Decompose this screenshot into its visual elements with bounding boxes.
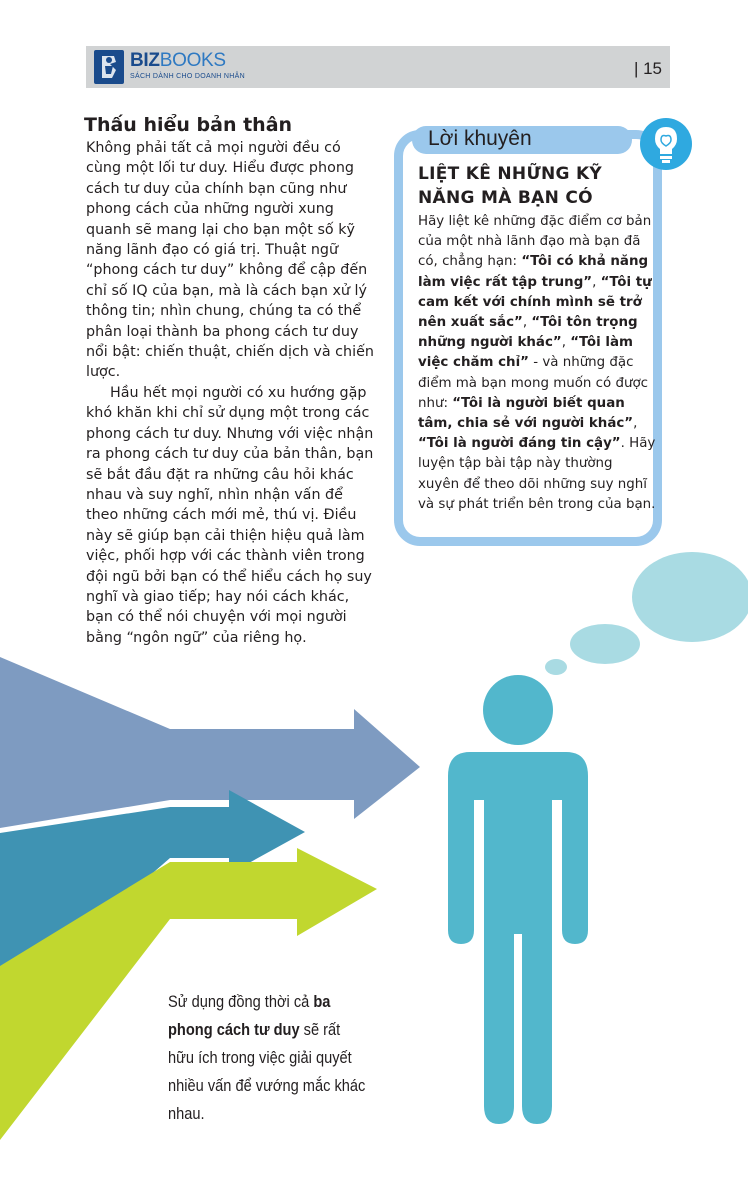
body-paragraph-2: Hầu hết mọi người có xu hướng gặp khó khăn khi chỉ sử dụng một trong các phong cách tư duy. Nhưng với việc nhận ra phong cách tư duy của bản thân, bạn sẽ bắt đầu đặt ra những câu hỏi khác nhau và suy nghĩ, nhìn nhận vấn để theo những cách mới mẻ, thú vị. Điều này sẽ giúp bạn cải thiện hiệu quả làm việc, phối hợp với các thành viên trong đội ngũ bởi bạn có thể hiểu cách họ suy nghĩ và giao tiếp; hay nói cách khác, bạn có thể nói chuyện với mọi người bằng “ngôn ngữ” của riêng họ.: [86, 384, 374, 646]
thought-bubble-medium: [570, 624, 640, 664]
thought-bubble-small: [545, 659, 567, 675]
logo-tagline: SÁCH DÀNH CHO DOANH NHÂN: [130, 73, 245, 80]
body-paragraph-1: Không phải tất cả mọi người đều có cùng một lối tư duy. Hiểu được phong cách tư duy của chính bạn cũng như phong cách của những người xung quanh sẽ mang lại cho bạn một số kỹ năng lãnh đạo có giá trị. Thuật ngữ “phong cách tư duy” không để cập đến chỉ số IQ của bạn, mà là cách bạn xử lý thông tin; nhìn chung, chúng ta có thể phân loại thành ba phong cách tư duy nổi bật: chiến thuật, chiến dịch và chiến lược.: [86, 140, 374, 381]
thought-bubble-large: [632, 552, 748, 642]
figure-caption: Sử dụng đồng thời cả ba phong cách tư duy sẽ rất hữu ích trong việc giải quyết nhiều vấn để vướng mắc khác nhau.: [168, 992, 366, 1123]
tip-text: Hãy liệt kê những đặc điểm cơ bản của một nhà lãnh đạo mà bạn đã có, chẳng hạn: “Tôi có khả năng làm việc rất tập trung”, “Tôi tự cam kết với chính mình sẽ trở nên xuất sắc”, “Tôi tôn trọng những người khác”, “Tôi làm việc chăm chỉ” - và những đặc điểm mà bạn mong muốn có được như: “Tôi là người biết quan tâm, chia sẻ với người khác”, “Tôi là người đáng tin cậy”. Hãy luyện tập bài tập này thường xuyên để theo dõi những suy nghĩ và sự phát triển bên trong của bạn.: [418, 214, 656, 512]
tip-label: Lời khuyên: [428, 127, 532, 150]
section-title: Thấu hiểu bản thân: [84, 114, 293, 136]
body-text: [86, 138, 376, 648]
arrow-top: [0, 657, 420, 828]
tip-heading: LIỆT KÊ NHỮNG KỸ NĂNG MÀ BẠN CÓ: [418, 164, 603, 208]
logo-wordmark: BIZBOOKS: [130, 50, 226, 71]
page-number: | 15: [633, 59, 662, 78]
